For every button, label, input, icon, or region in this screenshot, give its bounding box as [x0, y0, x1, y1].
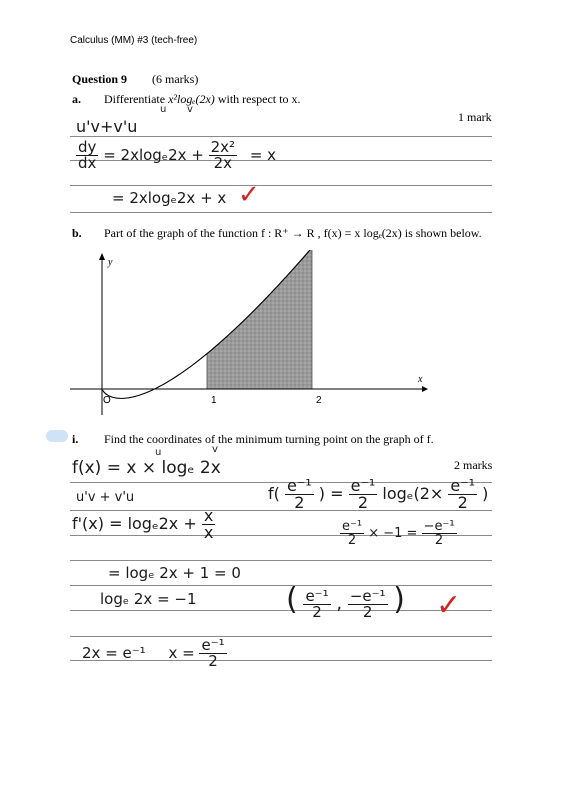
part-a-working-line2 [76, 140, 276, 171]
dy-numerator: dy [78, 138, 97, 156]
part-i-line6a: 2x = e⁻¹ [82, 644, 146, 662]
part-i-highlight [46, 430, 68, 442]
part-a-working-line3: = 2xlogₑ2x + x [112, 189, 227, 207]
page-header: Calculus (MM) #3 (tech-free) [70, 35, 198, 46]
r3-frac2 [348, 586, 388, 621]
part-a-fraction [209, 140, 237, 171]
part-i-line3-num: x [203, 506, 214, 525]
part-i-right-line3 [286, 582, 405, 620]
part-a-line2-end: = x [249, 146, 277, 164]
part-i-right-line1 [268, 478, 488, 511]
part-i-line6 [82, 638, 227, 669]
part-a-marks: 1 mark [458, 110, 492, 124]
part-i-line3 [72, 508, 215, 541]
part-i-prompt: Find the coordinates of the minimum turning point on the graph of f. [104, 432, 434, 446]
r2a: × −1 = [368, 526, 418, 541]
part-i-line4: = logₑ 2x + 1 = 0 [108, 564, 241, 582]
question-marks: (6 marks) [152, 72, 199, 86]
r1-frac1 [285, 478, 314, 511]
part-i-line6-den: 2 [208, 652, 218, 670]
r1-num3: e⁻¹ [450, 476, 476, 495]
y-axis-arrow-icon [99, 253, 105, 260]
part-a-annotation-u: u [160, 104, 167, 115]
tick-label-2: 2 [316, 395, 322, 406]
x-axis-label: x [418, 374, 423, 385]
x-axis-arrow-icon [422, 386, 428, 392]
part-a-tick-icon: ✓ [238, 180, 260, 210]
y-axis-label: y [108, 257, 113, 268]
r2-num2: −e⁻¹ [423, 519, 455, 534]
part-a-working-line1: u'v+v'u [76, 117, 138, 136]
dx-denominator: dx [78, 154, 97, 172]
r3-den1: 2 [312, 602, 322, 621]
part-a-prompt [104, 92, 300, 107]
part-i-annotation-u: u [155, 447, 162, 458]
shaded-area [207, 250, 312, 389]
part-a-frac-den: 2x [213, 154, 233, 172]
r1-num2: e⁻¹ [350, 476, 376, 495]
r1-den3: 2 [457, 493, 468, 512]
r3-num1: e⁻¹ [305, 586, 329, 605]
part-i-marks: 2 marks [454, 458, 493, 472]
r1d: ) [482, 484, 489, 503]
r3-sep: , [336, 593, 343, 614]
part-a-prompt-post: with respect to x. [214, 92, 301, 106]
function-graph [60, 250, 440, 420]
r2-frac2 [422, 520, 457, 547]
r1-den1: 2 [294, 493, 305, 512]
part-b-prompt: Part of the graph of the function f : R⁺ → R , f(x) = x logₑ(2x) is shown below. [104, 226, 482, 240]
part-i-line5: logₑ 2x = −1 [100, 590, 197, 608]
part-i-line1: f(x) = x × logₑ 2x [72, 458, 221, 478]
r2-num1: e⁻¹ [342, 519, 363, 534]
r1-num1: e⁻¹ [286, 476, 312, 495]
part-i-line6-num: e⁻¹ [201, 636, 225, 654]
part-i-line6-fraction [199, 638, 226, 669]
part-a-prompt-pre: Differentiate [104, 92, 169, 106]
part-i-annotation-v: v [212, 444, 218, 455]
r1c: logₑ(2× [382, 484, 444, 503]
r1a: f( [268, 484, 280, 503]
dy-dx-fraction [76, 140, 98, 171]
r1-frac2 [349, 478, 378, 511]
r3-num2: −e⁻¹ [349, 586, 386, 605]
part-b-label: b. [72, 226, 82, 240]
question-title: Question 9 [72, 72, 128, 86]
r2-den2: 2 [434, 533, 444, 548]
part-i-line3-text: f'(x) = logₑ2x + [72, 514, 197, 533]
part-a-label: a. [72, 92, 81, 106]
part-i-line3-fraction [202, 508, 215, 541]
part-i-line3-den: x [203, 523, 214, 542]
origin-label: O [103, 395, 111, 406]
r1b: ) = [318, 484, 344, 503]
part-a-annotation-v: v [187, 104, 193, 115]
r3-den2: 2 [362, 602, 373, 621]
tick-label-1: 1 [211, 395, 217, 406]
r2-frac1 [340, 520, 364, 547]
part-a-line2-rest: = 2xlogₑ2x + [103, 146, 204, 164]
part-i-tick-icon: ✓ [436, 588, 462, 623]
part-a-prompt-expr: x²logₑ(2x) [168, 92, 215, 106]
part-i-line6b: x = [168, 644, 195, 662]
part-i-right-line2 [340, 520, 457, 547]
part-a-frac-num: 2x² [210, 138, 236, 156]
r3a: ( [286, 582, 298, 617]
r3b: ) [393, 582, 406, 617]
r1-den2: 2 [357, 493, 369, 512]
part-i-label: i. [72, 432, 79, 446]
part-i-line2: u'v + v'u [76, 490, 135, 505]
r2-den1: 2 [347, 533, 357, 548]
r1-frac3 [448, 478, 477, 511]
r3-frac1 [303, 586, 330, 621]
